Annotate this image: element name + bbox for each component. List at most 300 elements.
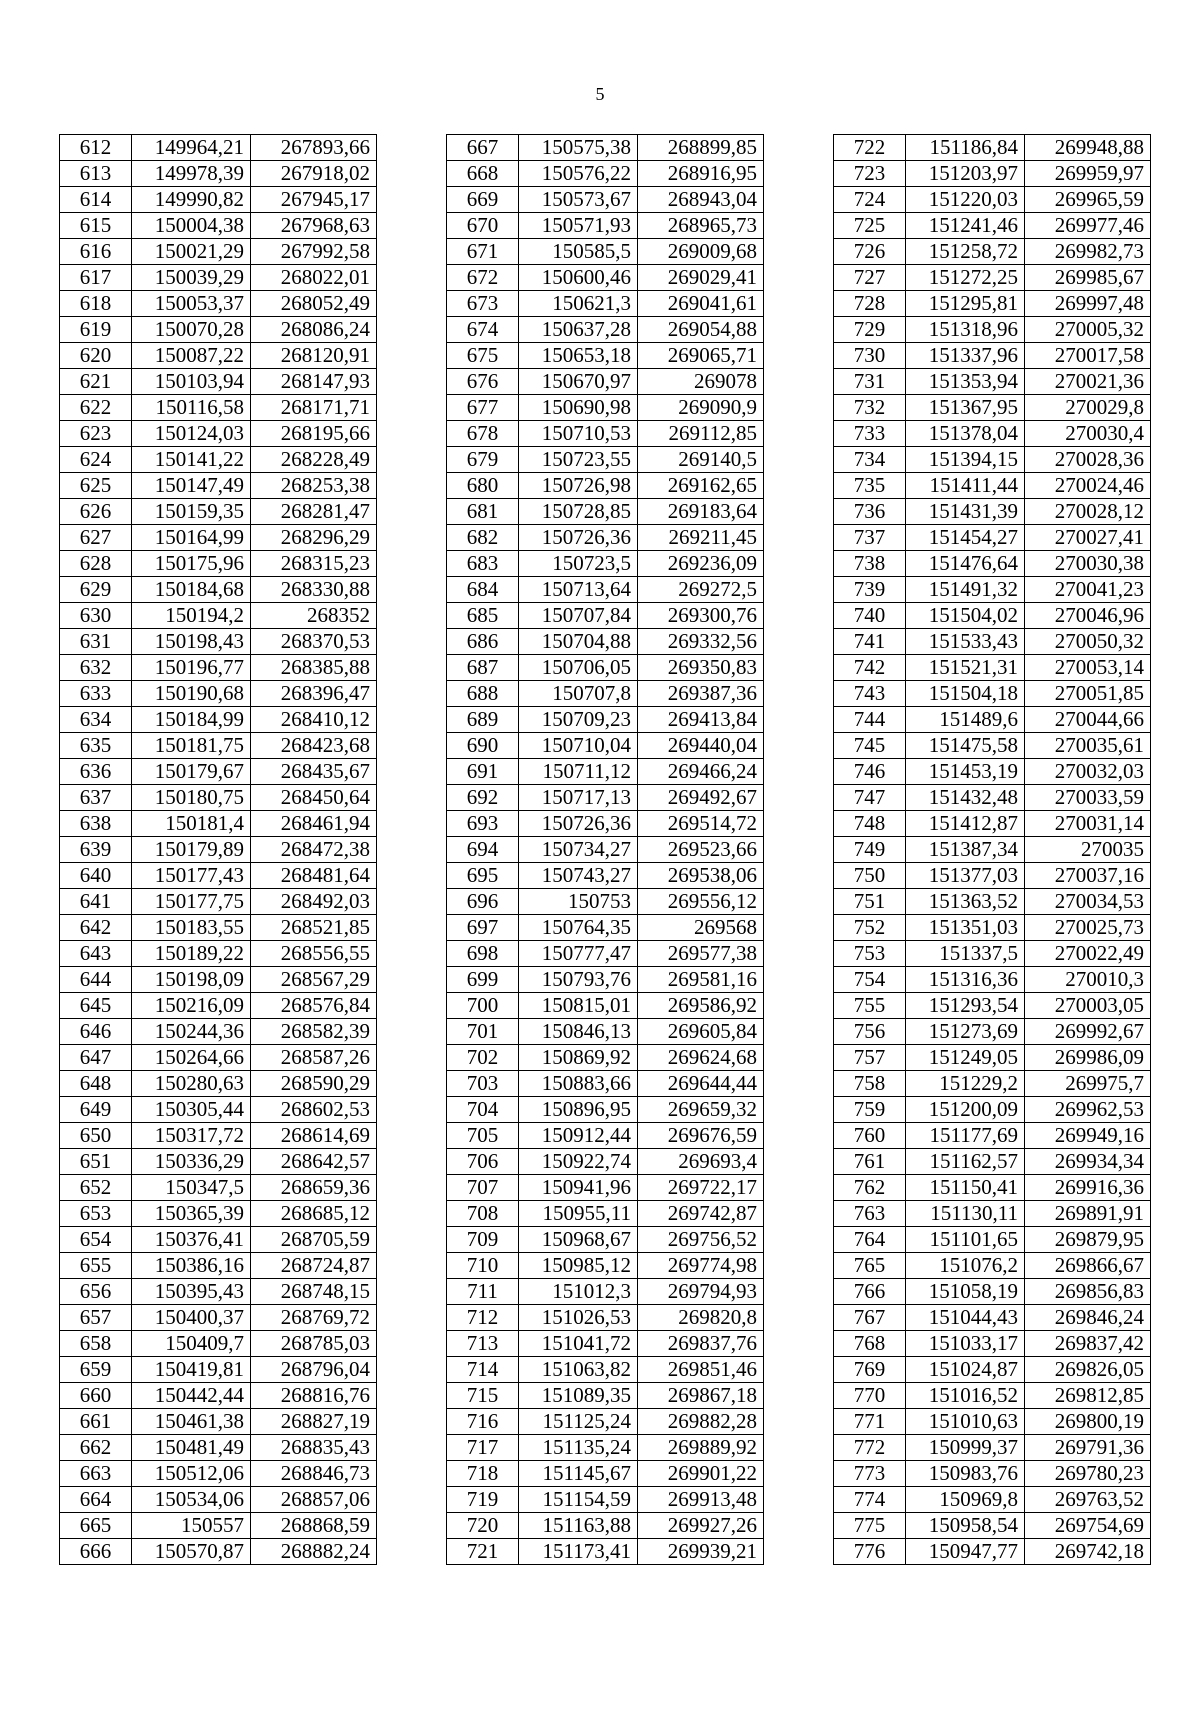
table-row <box>447 1435 764 1461</box>
point-number-cell: 703 <box>447 1071 519 1097</box>
x-coordinate-cell: 151016,52 <box>906 1383 1025 1409</box>
y-coordinate-cell: 268857,06 <box>251 1487 377 1513</box>
x-coordinate-cell: 150713,64 <box>519 577 638 603</box>
x-coordinate-cell: 150968,67 <box>519 1227 638 1253</box>
point-number-cell: 639 <box>60 837 132 863</box>
table-row <box>834 1097 1151 1123</box>
y-coordinate-cell: 270044,66 <box>1025 707 1151 733</box>
table-row <box>60 1097 377 1123</box>
table-row <box>447 1305 764 1331</box>
point-number-cell: 701 <box>447 1019 519 1045</box>
y-coordinate-cell: 270050,32 <box>1025 629 1151 655</box>
x-coordinate-cell: 150717,13 <box>519 785 638 811</box>
y-coordinate-cell: 269624,68 <box>638 1045 764 1071</box>
x-coordinate-cell: 151273,69 <box>906 1019 1025 1045</box>
y-coordinate-cell: 268370,53 <box>251 629 377 655</box>
y-coordinate-cell: 270005,32 <box>1025 317 1151 343</box>
y-coordinate-cell: 269754,69 <box>1025 1513 1151 1539</box>
x-coordinate-cell: 151353,94 <box>906 369 1025 395</box>
x-coordinate-cell: 150704,88 <box>519 629 638 655</box>
x-coordinate-cell: 150600,46 <box>519 265 638 291</box>
table-row <box>834 265 1151 291</box>
y-coordinate-cell: 268943,04 <box>638 187 764 213</box>
x-coordinate-cell: 151272,25 <box>906 265 1025 291</box>
table-row <box>834 785 1151 811</box>
table-row <box>834 915 1151 941</box>
table-row <box>60 135 377 161</box>
point-number-cell: 729 <box>834 317 906 343</box>
point-number-cell: 713 <box>447 1331 519 1357</box>
x-coordinate-cell: 150912,44 <box>519 1123 638 1149</box>
point-number-cell: 721 <box>447 1539 519 1565</box>
point-number-cell: 635 <box>60 733 132 759</box>
x-coordinate-cell: 150969,8 <box>906 1487 1025 1513</box>
y-coordinate-cell: 270032,03 <box>1025 759 1151 785</box>
x-coordinate-cell: 151318,96 <box>906 317 1025 343</box>
point-number-cell: 757 <box>834 1045 906 1071</box>
y-coordinate-cell: 269812,85 <box>1025 1383 1151 1409</box>
point-number-cell: 759 <box>834 1097 906 1123</box>
x-coordinate-cell: 151377,03 <box>906 863 1025 889</box>
x-coordinate-cell: 150216,09 <box>132 993 251 1019</box>
table-row <box>447 421 764 447</box>
x-coordinate-cell: 150709,23 <box>519 707 638 733</box>
y-coordinate-cell: 269577,38 <box>638 941 764 967</box>
y-coordinate-cell: 269350,83 <box>638 655 764 681</box>
y-coordinate-cell: 267945,17 <box>251 187 377 213</box>
x-coordinate-cell: 150512,06 <box>132 1461 251 1487</box>
table-row <box>447 239 764 265</box>
point-number-cell: 768 <box>834 1331 906 1357</box>
point-number-cell: 641 <box>60 889 132 915</box>
x-coordinate-cell: 150280,63 <box>132 1071 251 1097</box>
x-coordinate-cell: 150777,47 <box>519 941 638 967</box>
table-row <box>60 343 377 369</box>
y-coordinate-cell: 269693,4 <box>638 1149 764 1175</box>
point-number-cell: 674 <box>447 317 519 343</box>
table-row <box>447 525 764 551</box>
table-row <box>834 655 1151 681</box>
point-number-cell: 773 <box>834 1461 906 1487</box>
y-coordinate-cell: 269413,84 <box>638 707 764 733</box>
x-coordinate-cell: 150336,29 <box>132 1149 251 1175</box>
table-row <box>447 343 764 369</box>
table-row <box>834 1383 1151 1409</box>
x-coordinate-cell: 150376,41 <box>132 1227 251 1253</box>
table-row <box>834 1305 1151 1331</box>
point-number-cell: 755 <box>834 993 906 1019</box>
table-row <box>834 603 1151 629</box>
point-number-cell: 615 <box>60 213 132 239</box>
table-row <box>60 993 377 1019</box>
point-number-cell: 716 <box>447 1409 519 1435</box>
y-coordinate-cell: 269538,06 <box>638 863 764 889</box>
point-number-cell: 648 <box>60 1071 132 1097</box>
y-coordinate-cell: 269982,73 <box>1025 239 1151 265</box>
y-coordinate-cell: 270033,59 <box>1025 785 1151 811</box>
table-row <box>447 161 764 187</box>
x-coordinate-cell: 150124,03 <box>132 421 251 447</box>
point-number-cell: 637 <box>60 785 132 811</box>
x-coordinate-cell: 150004,38 <box>132 213 251 239</box>
x-coordinate-cell: 151394,15 <box>906 447 1025 473</box>
table-row <box>834 863 1151 889</box>
x-coordinate-cell: 150947,77 <box>906 1539 1025 1565</box>
y-coordinate-cell: 268385,88 <box>251 655 377 681</box>
table-row <box>447 993 764 1019</box>
point-number-cell: 696 <box>447 889 519 915</box>
x-coordinate-cell: 151533,43 <box>906 629 1025 655</box>
y-coordinate-cell: 269644,44 <box>638 1071 764 1097</box>
x-coordinate-cell: 150653,18 <box>519 343 638 369</box>
y-coordinate-cell: 267968,63 <box>251 213 377 239</box>
point-number-cell: 628 <box>60 551 132 577</box>
point-number-cell: 753 <box>834 941 906 967</box>
y-coordinate-cell: 268492,03 <box>251 889 377 915</box>
y-coordinate-cell: 268022,01 <box>251 265 377 291</box>
table-row <box>60 811 377 837</box>
x-coordinate-cell: 150707,84 <box>519 603 638 629</box>
x-coordinate-cell: 150141,22 <box>132 447 251 473</box>
table-row <box>60 915 377 941</box>
point-number-cell: 631 <box>60 629 132 655</box>
point-number-cell: 629 <box>60 577 132 603</box>
point-number-cell: 699 <box>447 967 519 993</box>
x-coordinate-cell: 151173,41 <box>519 1539 638 1565</box>
y-coordinate-cell: 270028,36 <box>1025 447 1151 473</box>
x-coordinate-cell: 150985,12 <box>519 1253 638 1279</box>
table-row <box>60 785 377 811</box>
table-row <box>447 187 764 213</box>
table-row <box>834 1201 1151 1227</box>
coordinates-table-3 <box>833 134 1151 1565</box>
table-row <box>60 1045 377 1071</box>
x-coordinate-cell: 151337,96 <box>906 343 1025 369</box>
y-coordinate-cell: 268916,95 <box>638 161 764 187</box>
table-row <box>834 941 1151 967</box>
table-row <box>834 1357 1151 1383</box>
point-number-cell: 710 <box>447 1253 519 1279</box>
point-number-cell: 712 <box>447 1305 519 1331</box>
x-coordinate-cell: 150147,49 <box>132 473 251 499</box>
y-coordinate-cell: 268724,87 <box>251 1253 377 1279</box>
x-coordinate-cell: 150883,66 <box>519 1071 638 1097</box>
y-coordinate-cell: 269162,65 <box>638 473 764 499</box>
y-coordinate-cell: 269774,98 <box>638 1253 764 1279</box>
table-row <box>60 1435 377 1461</box>
point-number-cell: 670 <box>447 213 519 239</box>
point-number-cell: 625 <box>60 473 132 499</box>
y-coordinate-cell: 269939,21 <box>638 1539 764 1565</box>
y-coordinate-cell: 268590,29 <box>251 1071 377 1097</box>
y-coordinate-cell: 269556,12 <box>638 889 764 915</box>
table-row <box>447 733 764 759</box>
point-number-cell: 679 <box>447 447 519 473</box>
y-coordinate-cell: 270029,8 <box>1025 395 1151 421</box>
table-row <box>447 1071 764 1097</box>
table-row <box>60 447 377 473</box>
point-number-cell: 695 <box>447 863 519 889</box>
point-number-cell: 687 <box>447 655 519 681</box>
point-number-cell: 730 <box>834 343 906 369</box>
table-row <box>447 551 764 577</box>
y-coordinate-cell: 268846,73 <box>251 1461 377 1487</box>
point-number-cell: 678 <box>447 421 519 447</box>
table-row <box>447 603 764 629</box>
y-coordinate-cell: 269856,83 <box>1025 1279 1151 1305</box>
table-row <box>834 1487 1151 1513</box>
point-number-cell: 728 <box>834 291 906 317</box>
x-coordinate-cell: 151316,36 <box>906 967 1025 993</box>
y-coordinate-cell: 268330,88 <box>251 577 377 603</box>
x-coordinate-cell: 150196,77 <box>132 655 251 681</box>
y-coordinate-cell: 268228,49 <box>251 447 377 473</box>
table-row <box>447 629 764 655</box>
table-row <box>447 889 764 915</box>
y-coordinate-cell: 269985,67 <box>1025 265 1151 291</box>
table-row <box>834 889 1151 915</box>
x-coordinate-cell: 150189,22 <box>132 941 251 967</box>
table-row <box>60 629 377 655</box>
x-coordinate-cell: 150400,37 <box>132 1305 251 1331</box>
point-number-cell: 723 <box>834 161 906 187</box>
y-coordinate-cell: 269440,04 <box>638 733 764 759</box>
point-number-cell: 748 <box>834 811 906 837</box>
table-row <box>834 1149 1151 1175</box>
y-coordinate-cell: 269975,7 <box>1025 1071 1151 1097</box>
table-row <box>60 421 377 447</box>
point-number-cell: 750 <box>834 863 906 889</box>
y-coordinate-cell: 269837,76 <box>638 1331 764 1357</box>
y-coordinate-cell: 269997,48 <box>1025 291 1151 317</box>
y-coordinate-cell: 268614,69 <box>251 1123 377 1149</box>
point-number-cell: 644 <box>60 967 132 993</box>
point-number-cell: 697 <box>447 915 519 941</box>
y-coordinate-cell: 268582,39 <box>251 1019 377 1045</box>
y-coordinate-cell: 270034,53 <box>1025 889 1151 915</box>
table-row <box>60 1019 377 1045</box>
y-coordinate-cell: 269866,67 <box>1025 1253 1151 1279</box>
table-row <box>834 239 1151 265</box>
table-row <box>447 291 764 317</box>
y-coordinate-cell: 268705,59 <box>251 1227 377 1253</box>
point-number-cell: 626 <box>60 499 132 525</box>
y-coordinate-cell: 269949,16 <box>1025 1123 1151 1149</box>
point-number-cell: 693 <box>447 811 519 837</box>
table-row <box>60 1227 377 1253</box>
y-coordinate-cell: 268315,23 <box>251 551 377 577</box>
point-number-cell: 707 <box>447 1175 519 1201</box>
x-coordinate-cell: 150409,7 <box>132 1331 251 1357</box>
x-coordinate-cell: 151024,87 <box>906 1357 1025 1383</box>
y-coordinate-cell: 269523,66 <box>638 837 764 863</box>
point-number-cell: 752 <box>834 915 906 941</box>
y-coordinate-cell: 269065,71 <box>638 343 764 369</box>
x-coordinate-cell: 151026,53 <box>519 1305 638 1331</box>
x-coordinate-cell: 151229,2 <box>906 1071 1025 1097</box>
x-coordinate-cell: 150869,92 <box>519 1045 638 1071</box>
table-row <box>447 1227 764 1253</box>
x-coordinate-cell: 150116,58 <box>132 395 251 421</box>
x-coordinate-cell: 150198,09 <box>132 967 251 993</box>
x-coordinate-cell: 151150,41 <box>906 1175 1025 1201</box>
table-row <box>447 1097 764 1123</box>
table-row <box>834 707 1151 733</box>
table-row <box>447 915 764 941</box>
y-coordinate-cell: 269791,36 <box>1025 1435 1151 1461</box>
table-row <box>447 863 764 889</box>
x-coordinate-cell: 151293,54 <box>906 993 1025 1019</box>
table-row <box>447 1539 764 1565</box>
table-row <box>60 1305 377 1331</box>
table-row <box>60 317 377 343</box>
table-row <box>60 1175 377 1201</box>
x-coordinate-cell: 150190,68 <box>132 681 251 707</box>
y-coordinate-cell: 269090,9 <box>638 395 764 421</box>
y-coordinate-cell: 269605,84 <box>638 1019 764 1045</box>
y-coordinate-cell: 268769,72 <box>251 1305 377 1331</box>
table-row <box>60 1201 377 1227</box>
y-coordinate-cell: 269492,67 <box>638 785 764 811</box>
y-coordinate-cell: 268576,84 <box>251 993 377 1019</box>
x-coordinate-cell: 151351,03 <box>906 915 1025 941</box>
point-number-cell: 624 <box>60 447 132 473</box>
point-number-cell: 666 <box>60 1539 132 1565</box>
table-row <box>60 1539 377 1565</box>
table-row <box>60 863 377 889</box>
y-coordinate-cell: 268685,12 <box>251 1201 377 1227</box>
point-number-cell: 734 <box>834 447 906 473</box>
table-row <box>834 291 1151 317</box>
table-row <box>447 1279 764 1305</box>
x-coordinate-cell: 150198,43 <box>132 629 251 655</box>
x-coordinate-cell: 151058,19 <box>906 1279 1025 1305</box>
x-coordinate-cell: 150481,49 <box>132 1435 251 1461</box>
y-coordinate-cell: 268868,59 <box>251 1513 377 1539</box>
x-coordinate-cell: 150753 <box>519 889 638 915</box>
y-coordinate-cell: 268171,71 <box>251 395 377 421</box>
y-coordinate-cell: 269977,46 <box>1025 213 1151 239</box>
table-row <box>834 1123 1151 1149</box>
point-number-cell: 649 <box>60 1097 132 1123</box>
x-coordinate-cell: 151154,59 <box>519 1487 638 1513</box>
point-number-cell: 732 <box>834 395 906 421</box>
table-row <box>60 213 377 239</box>
point-number-cell: 765 <box>834 1253 906 1279</box>
point-number-cell: 760 <box>834 1123 906 1149</box>
x-coordinate-cell: 150576,22 <box>519 161 638 187</box>
y-coordinate-cell: 269586,92 <box>638 993 764 1019</box>
table-row <box>60 707 377 733</box>
table-row <box>834 421 1151 447</box>
y-coordinate-cell: 268567,29 <box>251 967 377 993</box>
x-coordinate-cell: 149978,39 <box>132 161 251 187</box>
x-coordinate-cell: 150244,36 <box>132 1019 251 1045</box>
y-coordinate-cell: 269140,5 <box>638 447 764 473</box>
x-coordinate-cell: 151130,11 <box>906 1201 1025 1227</box>
point-number-cell: 744 <box>834 707 906 733</box>
y-coordinate-cell: 269211,45 <box>638 525 764 551</box>
x-coordinate-cell: 151249,05 <box>906 1045 1025 1071</box>
table-row <box>447 1331 764 1357</box>
point-number-cell: 751 <box>834 889 906 915</box>
table-row <box>447 265 764 291</box>
y-coordinate-cell: 269837,42 <box>1025 1331 1151 1357</box>
point-number-cell: 775 <box>834 1513 906 1539</box>
y-coordinate-cell: 269800,19 <box>1025 1409 1151 1435</box>
table-row <box>834 577 1151 603</box>
y-coordinate-cell: 268602,53 <box>251 1097 377 1123</box>
table-row <box>834 811 1151 837</box>
point-number-cell: 694 <box>447 837 519 863</box>
x-coordinate-cell: 150958,54 <box>906 1513 1025 1539</box>
table-row <box>447 1383 764 1409</box>
table-row <box>834 1331 1151 1357</box>
y-coordinate-cell: 269332,56 <box>638 629 764 655</box>
table-row <box>60 161 377 187</box>
x-coordinate-cell: 151089,35 <box>519 1383 638 1409</box>
table-row <box>834 447 1151 473</box>
x-coordinate-cell: 150264,66 <box>132 1045 251 1071</box>
x-coordinate-cell: 151200,09 <box>906 1097 1025 1123</box>
x-coordinate-cell: 150070,28 <box>132 317 251 343</box>
x-coordinate-cell: 150183,55 <box>132 915 251 941</box>
x-coordinate-cell: 150571,93 <box>519 213 638 239</box>
x-coordinate-cell: 150461,38 <box>132 1409 251 1435</box>
x-coordinate-cell: 150347,5 <box>132 1175 251 1201</box>
y-coordinate-cell: 268521,85 <box>251 915 377 941</box>
x-coordinate-cell: 151041,72 <box>519 1331 638 1357</box>
y-coordinate-cell: 268120,91 <box>251 343 377 369</box>
table-row <box>834 1539 1151 1565</box>
y-coordinate-cell: 269820,8 <box>638 1305 764 1331</box>
table-row <box>447 499 764 525</box>
point-number-cell: 672 <box>447 265 519 291</box>
y-coordinate-cell: 268052,49 <box>251 291 377 317</box>
y-coordinate-cell: 268587,26 <box>251 1045 377 1071</box>
x-coordinate-cell: 150941,96 <box>519 1175 638 1201</box>
table-row <box>60 265 377 291</box>
point-number-cell: 667 <box>447 135 519 161</box>
x-coordinate-cell: 150955,11 <box>519 1201 638 1227</box>
x-coordinate-cell: 150726,98 <box>519 473 638 499</box>
y-coordinate-cell: 268461,94 <box>251 811 377 837</box>
y-coordinate-cell: 269659,32 <box>638 1097 764 1123</box>
point-number-cell: 724 <box>834 187 906 213</box>
y-coordinate-cell: 269568 <box>638 915 764 941</box>
table-row <box>834 1435 1151 1461</box>
x-coordinate-cell: 151295,81 <box>906 291 1025 317</box>
point-number-cell: 652 <box>60 1175 132 1201</box>
y-coordinate-cell: 268965,73 <box>638 213 764 239</box>
table-row <box>447 837 764 863</box>
y-coordinate-cell: 268396,47 <box>251 681 377 707</box>
point-number-cell: 683 <box>447 551 519 577</box>
x-coordinate-cell: 151475,58 <box>906 733 1025 759</box>
x-coordinate-cell: 150621,3 <box>519 291 638 317</box>
point-number-cell: 738 <box>834 551 906 577</box>
table-row <box>834 1227 1151 1253</box>
x-coordinate-cell: 151491,32 <box>906 577 1025 603</box>
x-coordinate-cell: 150726,36 <box>519 811 638 837</box>
table-row <box>834 837 1151 863</box>
point-number-cell: 638 <box>60 811 132 837</box>
table-row <box>447 473 764 499</box>
point-number-cell: 762 <box>834 1175 906 1201</box>
y-coordinate-cell: 269112,85 <box>638 421 764 447</box>
y-coordinate-cell: 267893,66 <box>251 135 377 161</box>
table-row <box>60 525 377 551</box>
